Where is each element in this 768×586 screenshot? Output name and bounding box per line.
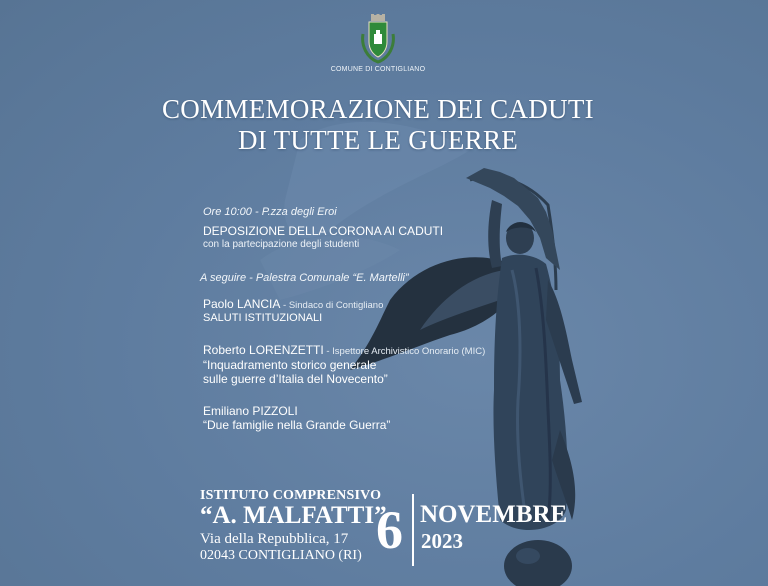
date-day: 6 [376,500,403,560]
speaker3-name: Emiliano PIZZOLI [203,404,298,418]
speaker1-role: - Sindaco di Contigliano [280,300,384,311]
page-title [150,94,606,156]
speaker2-topic-line-2: sulle guerre d’Italia del Novecento” [203,372,388,386]
time-place: Ore 10:00 - P.zza degli Eroi [203,206,337,218]
title-line-1: COMMEMORAZIONE DEI CADUTI [162,94,594,124]
title-line-2: DI TUTTE LE GUERRE [237,125,519,155]
school-name-line-1: ISTITUTO COMPRENSIVO [200,488,382,503]
speaker2-topic-line-1: “Inquadramento storico generale [203,358,377,372]
speaker2 [203,343,485,359]
speaker1-topic: SALUTI ISTITUZIONALI [203,312,323,324]
crest-icon [359,14,397,64]
date-year: 2023 [421,529,463,553]
speaker3-topic: “Due famiglie nella Grande Guerra” [203,418,391,432]
date-divider [412,494,414,566]
following-location: A seguire - Palestra Comunale “E. Martelli” [200,272,409,284]
speaker1-name: Paolo LANCIA [203,297,281,311]
event1-subtitle: con la partecipazione degli studenti [203,239,360,250]
speaker1 [203,297,383,313]
event1-title: DEPOSIZIONE DELLA CORONA AI CADUTI [203,224,444,238]
comune-label: COMUNE DI CONTIGLIANO [330,66,426,73]
school-name-line-2: “A. MALFATTI” [200,502,387,529]
date-month: NOVEMBRE [420,501,568,528]
school-address-2: 02043 CONTIGLIANO (RI) [200,548,362,563]
school-address-1: Via della Repubblica, 17 [200,531,349,547]
speaker2-name: Roberto LORENZETTI [203,343,324,357]
speaker2-role: - Ispettore Archivistico Onorario (MIC) [323,346,486,357]
